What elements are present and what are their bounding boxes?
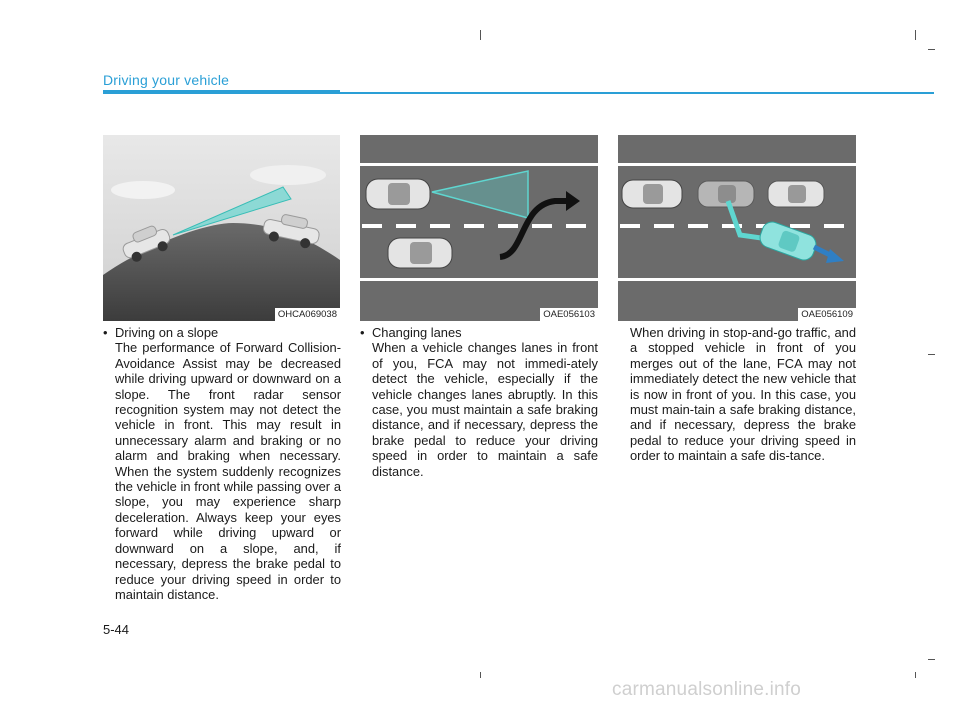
crop-mark: [928, 354, 935, 355]
section-title: Driving your vehicle: [103, 72, 230, 88]
bullet-heading-slope: • Driving on a slope: [103, 325, 341, 340]
watermark: carmanualsonline.info: [612, 679, 802, 700]
crop-mark: [928, 659, 935, 660]
paragraph-stop-and-go: When driving in stop-and-go traffic, and a stopped vehicle in front of you merges out of the lane, FCA may not immediately detect the new vehicle that is now in front of you. In this case, you must main-tain a safe braking distance, and if necessary, depress the brake pedal to reduce your driving speed in order to maintain a safe dis-tance.: [630, 325, 856, 464]
crop-mark: [480, 672, 481, 678]
header-rule-thick: [103, 90, 340, 94]
column-stop-and-go: [630, 325, 856, 464]
crop-mark: [928, 49, 935, 50]
column-slope: [103, 325, 341, 602]
crop-mark: [915, 672, 916, 678]
figure-lane-change: [360, 135, 598, 321]
crop-mark: [915, 30, 916, 40]
paragraph-lane-change: When a vehicle changes lanes in front of you, FCA may not immedi-ately detect the vehicle, especially if the vehicle changes lanes abruptly. In this case, you must maintain a safe braking distance, and if necessary, depress the brake pedal to reduce your driving speed in order to maintain a safe distance.: [372, 340, 598, 479]
crop-mark: [480, 30, 481, 40]
page-number: 5-44: [103, 622, 130, 637]
lane-change-illustration: [360, 135, 598, 321]
figure-slope: [103, 135, 340, 321]
column-lane-change: [360, 325, 598, 479]
figure-code: OAE056103: [540, 308, 598, 321]
paragraph-slope: The performance of Forward Collision-Avoidance Assist may be decreased while driving upward or downward on a slope. The front radar sensor recognition system may not detect the vehicle in front. This may result in unnecessary alarm and braking or no alarm and braking when necessary. When the system suddenly recognizes the vehicle in front while passing over a slope, you may experience sharp deceleration. Always keep your eyes forward while driving upward or downward on a slope, and, if necessary, depress the brake pedal to reduce your driving speed in order to maintain distance.: [115, 340, 341, 602]
figure-stop-and-go: [618, 135, 856, 321]
figure-code: OAE056109: [798, 308, 856, 321]
stop-and-go-traffic-illustration: [618, 135, 856, 321]
figure-code: OHCA069038: [275, 308, 340, 321]
car-on-slope-illustration: [103, 135, 340, 321]
bullet-heading-lane-change: • Changing lanes: [360, 325, 598, 340]
header-rule-thin: [340, 92, 934, 94]
